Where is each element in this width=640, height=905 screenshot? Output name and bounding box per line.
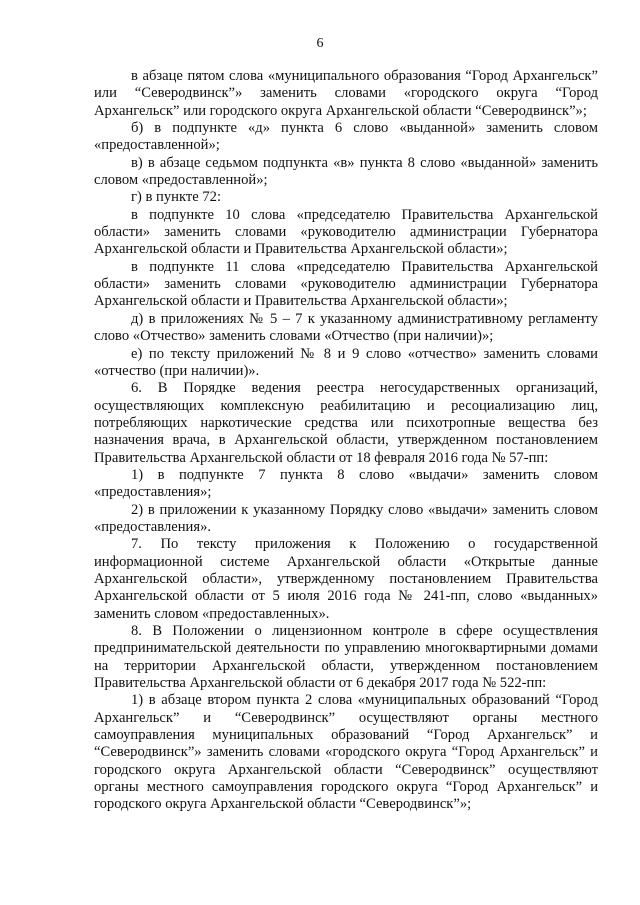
paragraph: 1) в подпункте 7 пункта 8 слово «выдачи» заменить словом «предоставления»; — [94, 466, 598, 501]
paragraph: в подпункте 11 слова «председателю Правительства Архангельской области» заменить словами «руководителю администрации Губернатора Архангельской области и Правительства Архангельской области»; — [94, 258, 598, 310]
paragraph: 6. В Порядке ведения реестра негосударственных организаций, осуществляющих комплексную реабилитацию и ресоциализацию лиц, потребляющих наркотические средства или психотропные вещества без назначения врача, в Архангельской области, утвержденном постановлением Правительства Архангельской области от 18 февраля 2016 года № 57-пп: — [94, 380, 598, 466]
document-body — [94, 68, 598, 814]
paragraph: 2) в приложении к указанному Порядку слово «выдачи» заменить словом «предоставления». — [94, 501, 598, 535]
page-number: 6 — [316, 36, 324, 51]
paragraph: в подпункте 10 слова «председателю Правительства Архангельской области» заменить словами «руководителю администрации Губернатора Архангельской области и Правительства Архангельской области»; — [94, 206, 598, 258]
paragraph: д) в приложениях № 5 – 7 к указанному административному регламенту слово «Отчество» заменить словами «Отчество (при наличии)»; — [94, 310, 598, 345]
paragraph: 8. В Положении о лицензионном контроле в сфере осуществления предпринимательской деятельности по управлению многоквартирными домами на территории Архангельской области, утвержденном постановлением Правительства Архангельской области от 6 декабря 2017 года № 522-пп: — [94, 623, 598, 692]
paragraph: в) в абзаце седьмом подпункта «в» пункта 8 слово «выданной» заменить словом «предоставленной»; — [94, 154, 598, 189]
paragraph: в абзаце пятом слова «муниципального образования “Город Архангельск” или “Северодвинск”» заменить словами «городского округа “Город Архангельск” или городского округа Архангельской области “Северодвинск”»; — [94, 68, 598, 119]
paragraph: 1) в абзаце втором пункта 2 слова «муниципальных образований “Город Архангельск” и “Северодвинск” осуществляют органы местного самоуправления муниципальных образований “Город Архангельск” и “Северодвинск”» заменить словами «городского округа “Город Архангельск” и городского округа Архангельской области “Северодвинск” осуществляют органы местного самоуправления городского округа “Город Архангельск” и городского округа Архангельской области “Северодвинск”»; — [94, 692, 598, 813]
paragraph: б) в подпункте «д» пункта 6 слово «выданной» заменить словом «предоставленной»; — [94, 120, 598, 154]
paragraph: 7. По тексту приложения к Положению о государственной информационной системе Архангельской области «Открытые данные Архангельской области», утвержденному постановлением Правительства Архангельской области от 5 июля 2016 года № 241-пп, слово «выданных» заменить словом «предоставленных». — [94, 536, 598, 622]
paragraph: г) в пункте 72: — [131, 189, 221, 206]
paragraph: е) по тексту приложений № 8 и 9 слово «отчество» заменить словами «отчество (при наличии)». — [94, 345, 598, 379]
